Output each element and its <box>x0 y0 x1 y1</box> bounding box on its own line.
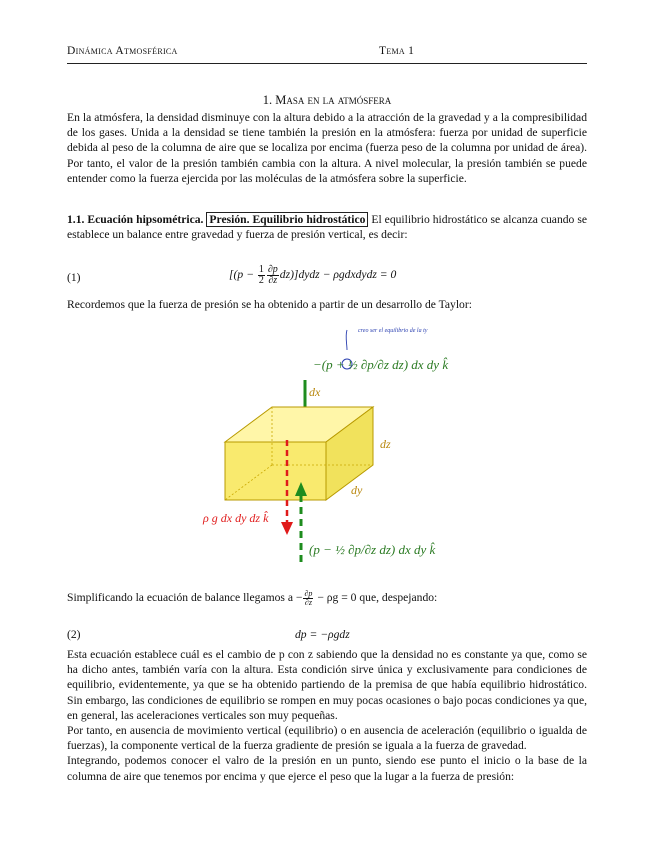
eq1-frac-half <box>258 265 265 286</box>
top-force-label: −(p + ½ ∂p/∂z dz) dx dy k̂ <box>313 357 449 372</box>
eq1-frac2-den: ∂z <box>268 275 278 286</box>
para-2: Esta ecuación establece cuál es el cambio de p con z sabiendo que la densidad no es constante ya que, como se ha dicho antes, también varía con la altura. Esta condición sirve única y exclusivamente para condiciones de equilibrio, evidentemente, ya que se ha obtenido partiendo de la premisa de que había equilibrio hidrostático. Sin embargo, las condiciones de equilibrio se rompen en muy pocas ocasiones o bajo pocas condiciones ya que, en general, las aceleraciones verticales son muy pequeñas. <box>67 648 587 722</box>
section-title: 1. Masa en la atmósfera <box>262 93 392 107</box>
handwritten-annotation: creo ser el equilibrio de la ty <box>358 328 428 334</box>
weight-label: ρ g dx dy dz k̂ <box>203 511 269 525</box>
para-3: Por tanto, en ausencia de movimiento vertical (equilibrio) o en ausencia de aceleración (equilibrio o igualda de fuerzas), la componente vertical de la fuerza gradiente de presión se iguala a la fuerza de gravedad. <box>67 724 587 753</box>
para-4: Integrando, podemos conocer el valro de la presión en un punto, siendo ese punto el inicio o la base de la columna de aire que tenemos por encima y que ejerce el peso que la lugar a la fuerza de presión: <box>67 754 587 783</box>
equation-1-body <box>229 265 396 286</box>
dz-label: dz <box>380 437 391 451</box>
subsection-number: 1.1. <box>67 213 85 226</box>
simplify-paragraph: Simplificando la ecuación de balance llegamos a − $\frac{\partial p}{\partial z}$ − ρg = 0 que, despejando: <box>67 589 438 607</box>
simplify-frac-num: ∂p <box>304 589 313 598</box>
eq1-frac2-num: ∂p <box>267 264 278 275</box>
eq1-pre: [(p − <box>229 268 254 282</box>
header-rule <box>67 63 587 64</box>
intro-paragraph <box>67 110 587 186</box>
equation-2 <box>67 628 587 644</box>
simplify-after: − ρg = 0 que, despejando: <box>317 591 438 605</box>
dy-label: dy <box>351 483 363 497</box>
intro-text: En la atmósfera, la densidad disminuye con la altura debido a la atracción de la gravedad y a la compresibilidad de los gases. Unida a la densidad se tiene también la presión en la atmósfera: fuerza por unidad de superficie debida al peso de la columna de aire que se localiza por encima (fuerza peso de la columna por unidad de área). Por tanto, el valor de la presión también cambia con la altura. A nivel molecular, la presión también se puede entender como la fuerza ejercida por las moléculas de la atmósfera sobre la superficie. <box>67 111 587 185</box>
header-course-title: Dinámica Atmosférica <box>67 45 178 57</box>
subsection-paragraph <box>67 212 587 242</box>
subsection-boxed-title: Presión. Equilibrio hidrostático <box>206 212 368 227</box>
weight-arrow-head <box>281 522 293 535</box>
eq1-post: dz)]dydz − ρgdxdydz = 0 <box>279 268 397 282</box>
taylor-paragraph <box>67 297 587 312</box>
simplify-before: Simplificando la ecuación de balance llegamos a <box>67 591 293 605</box>
equation-2-body: dp = −ρgdz <box>295 628 350 641</box>
dx-label: dx <box>309 385 321 399</box>
hydrostatic-figure <box>195 322 465 572</box>
equation-2-label: (2) <box>67 628 81 641</box>
subsection-title: Ecuación hipsométrica. <box>87 213 204 226</box>
equation-1-label: (1) <box>67 271 81 284</box>
taylor-text: Recordemos que la fuerza de presión se ha obtenido a partir de un desarrollo de Taylor: <box>67 298 472 311</box>
header-chapter: Tema 1 <box>379 45 415 57</box>
eq1-frac1-num: 1 <box>258 264 264 275</box>
explanation-paragraphs <box>67 647 587 784</box>
equation-1 <box>67 264 587 290</box>
bottom-force-label: (p − ½ ∂p/∂z dz) dx dy k̂ <box>309 542 436 557</box>
simplify-frac-den: ∂z <box>304 598 312 607</box>
annotation-line <box>346 330 347 350</box>
box-front-face <box>225 442 326 500</box>
simplify-frac <box>303 590 313 607</box>
eq1-frac-dpdz <box>267 265 279 286</box>
subsection-text: El equilibrio hidrostático se alcanza cuando se establece un balance entre gravedad y fuerza de presión vertical, es decir: <box>67 213 587 242</box>
eq1-frac1-den: 2 <box>258 275 264 286</box>
